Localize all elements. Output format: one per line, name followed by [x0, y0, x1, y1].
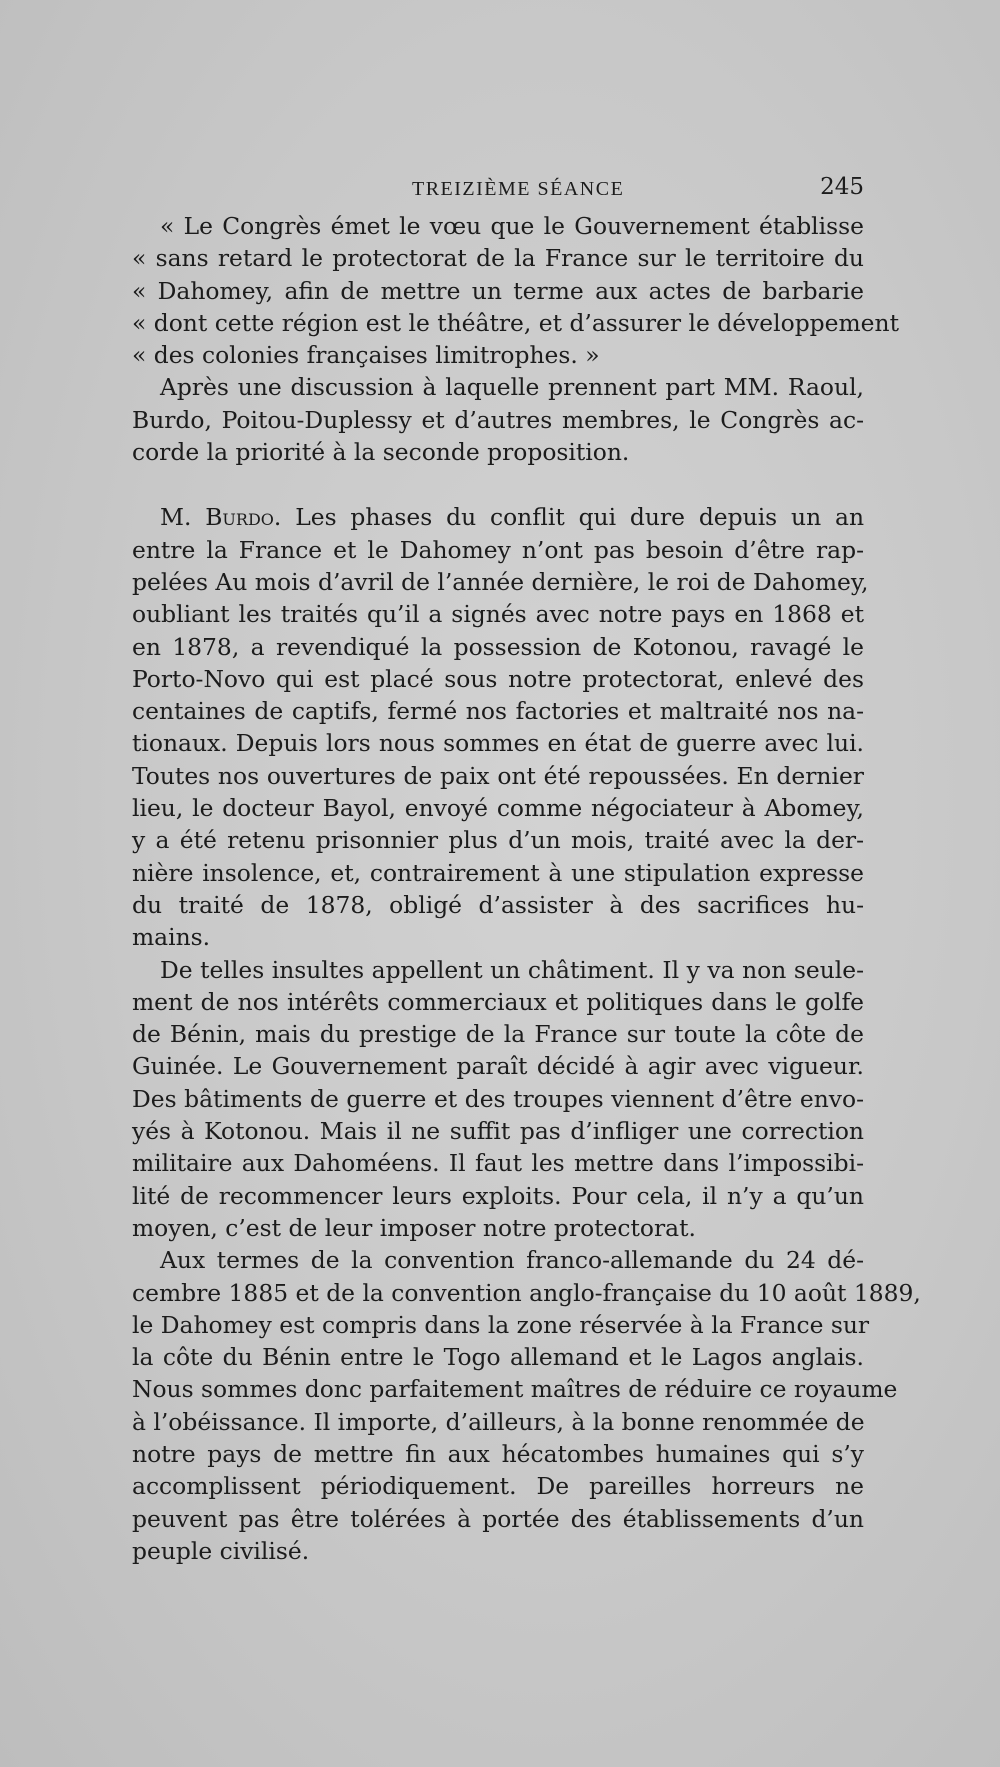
- text-line: oubliant les traités qu’il a signés avec notre pays en 1868 et: [132, 600, 864, 629]
- text-line: « sans retard le protectorat de la France sur le territoire du: [132, 244, 864, 273]
- text-line: de Bénin, mais du prestige de la France sur toute la côte de: [132, 1020, 864, 1049]
- running-head: TREIZIÈME SÉANCE: [412, 178, 625, 200]
- text-fragment: Les phases du conflit qui dure depuis un an: [295, 503, 865, 532]
- text-line: du traité de 1878, obligé d’assister à des sacrifices hu-: [132, 890, 864, 919]
- text-line: tionaux. Depuis lors nous sommes en état de guerre avec lui.: [132, 729, 864, 758]
- body-text: [132, 210, 921, 1567]
- text-line: lieu, le docteur Bayol, envoyé comme négociateur à Abomey,: [132, 794, 864, 823]
- text-line: Nous sommes donc parfaitement maîtres de réduire ce royaume: [132, 1375, 898, 1404]
- text-line: Après une discussion à laquelle prennent part MM. Raoul,: [160, 373, 864, 402]
- text-line: De telles insultes appellent un châtiment. Il y va non seule-: [160, 955, 864, 984]
- text-line: Aux termes de la convention franco-allemande du 24 dé-: [160, 1246, 864, 1275]
- paragraph-gap: [132, 468, 864, 501]
- paragraph-resolution-quote: [132, 210, 899, 371]
- text-line: le Dahomey est compris dans la zone réservée à la France sur: [132, 1310, 870, 1339]
- paragraph-conventions: [132, 1244, 921, 1567]
- text-line: centaines de captifs, fermé nos factories et maltraité nos na-: [132, 697, 864, 726]
- text-line: pelées Au mois d’avril de l’année dernière, le roi de Dahomey,: [132, 567, 869, 596]
- text-line: yés à Kotonou. Mais il ne suffit pas d’infliger une correction: [132, 1117, 864, 1146]
- text-line: cembre 1885 et de la convention anglo-française du 10 août 1889,: [132, 1278, 921, 1307]
- text-line: corde la priorité à la seconde proposition.: [132, 438, 630, 467]
- text-line: moyen, c’est de leur imposer notre protectorat.: [132, 1213, 696, 1242]
- text-line: nière insolence, et, contrairement à une stipulation expresse: [132, 858, 864, 887]
- text-line: « Dahomey, afin de mettre un terme aux actes de barbarie: [132, 276, 864, 305]
- text-line: lité de recommencer leurs exploits. Pour cela, il n’y a qu’un: [132, 1181, 864, 1210]
- text-line: y a été retenu prisonnier plus d’un mois, traité avec la der-: [132, 826, 864, 855]
- text-line: Porto-Novo qui est placé sous notre protectorat, enlevé des: [132, 664, 864, 693]
- text-line: Des bâtiments de guerre et des troupes viennent d’être envo-: [132, 1084, 864, 1113]
- text-line: Burdo, Poitou-Duplessy et d’autres membres, le Congrès ac-: [132, 405, 864, 434]
- text-line: entre la France et le Dahomey n’ont pas besoin d’être rap-: [132, 535, 864, 564]
- text-line: « des colonies françaises limitrophes. »: [132, 341, 600, 370]
- text-line: en 1878, a revendiqué la possession de Kotonou, ravagé le: [132, 632, 864, 661]
- page-number: 245: [820, 174, 864, 200]
- text-line: mains.: [132, 923, 211, 952]
- speaker-name: M. Burdo.: [160, 503, 282, 532]
- text-line: [132, 501, 864, 533]
- text-line: à l’obéissance. Il importe, d’ailleurs, à la bonne renommée de: [132, 1407, 865, 1436]
- text-line: militaire aux Dahoméens. Il faut les mettre dans l’impossibi-: [132, 1149, 864, 1178]
- text-line: accomplissent périodiquement. De pareilles horreurs ne: [132, 1472, 864, 1501]
- text-line: peuvent pas être tolérées à portée des établissements d’un: [132, 1504, 864, 1533]
- text-line: Guinée. Le Gouvernement paraît décidé à agir avec vigueur.: [132, 1052, 864, 1081]
- text-line: notre pays de mettre fin aux hécatombes humaines qui s’y: [132, 1439, 864, 1468]
- text-line: « dont cette région est le théâtre, et d’assurer le développement: [132, 308, 899, 337]
- paragraph-punishment: [132, 954, 864, 1245]
- text-line: Toutes nos ouvertures de paix ont été repoussées. En dernier: [132, 761, 864, 790]
- text-line: ment de nos intérêts commerciaux et politiques dans le golfe: [132, 987, 864, 1016]
- page-header: [132, 172, 864, 206]
- text-line: la côte du Bénin entre le Togo allemand et le Lagos anglais.: [132, 1343, 864, 1372]
- paragraph-discussion: [132, 371, 864, 468]
- paragraph-burdo-speech: [132, 501, 869, 953]
- text-line: « Le Congrès émet le vœu que le Gouvernement établisse: [160, 212, 864, 240]
- text-line: peuple civilisé.: [132, 1536, 310, 1565]
